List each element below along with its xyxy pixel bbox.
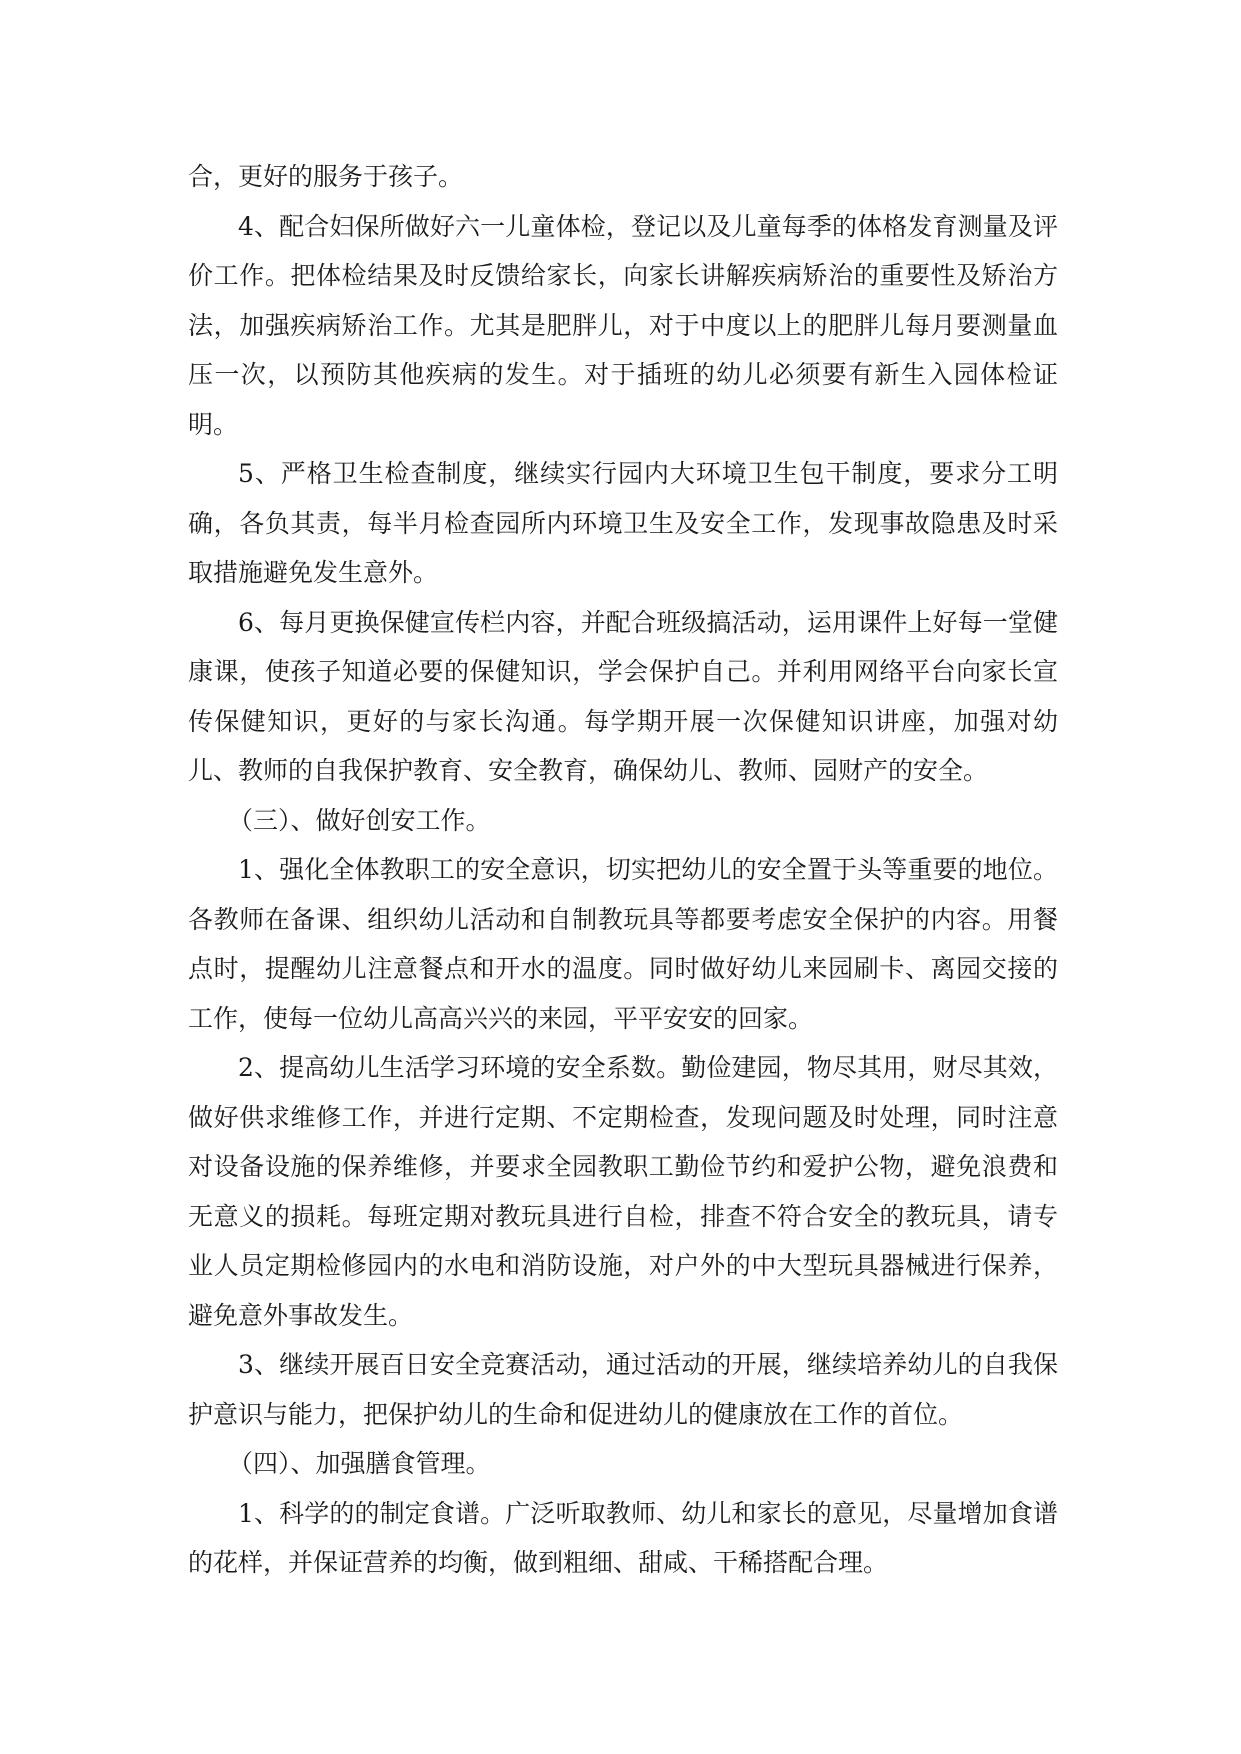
- paragraph-safety-item-3: 3、继续开展百日安全竞赛活动，通过活动的开展，继续培养幼儿的自我保护意识与能力，把保护幼儿的生命和促进幼儿的健康放在工作的首位。: [188, 1350, 1058, 1429]
- paragraph-diet-item-1: 1、科学的的制定食谱。广泛听取教师、幼儿和家长的意见，尽量增加食谱的花样，并保证营养的均衡，做到粗细、甜咸、干稀搭配合理。: [188, 1498, 1058, 1577]
- document-body: [188, 152, 1058, 1588]
- paragraph-item-5-hygiene-inspection: 5、严格卫生检查制度，继续实行园内大环境卫生包干制度，要求分工明确，各负其责，每半月检查园所内环境卫生及安全工作，发现事故隐患及时采取措施避免发生意外。: [188, 459, 1058, 587]
- paragraph-item-6-health-promotion: 6、每月更换保健宣传栏内容，并配合班级搞活动，运用课件上好每一堂健康课，使孩子知道必要的保健知识，学会保护自己。并利用网络平台向家长宣传保健知识，更好的与家长沟通。每学期开展一次保健知识讲座，加强对幼儿、教师的自我保护教育、安全教育，确保幼儿、教师、园财产的安全。: [188, 607, 1058, 785]
- paragraph-item-4-physical-exam: 4、配合妇保所做好六一儿童体检，登记以及儿童每季的体格发育测量及评价工作。把体检结果及时反馈给家长，向家长讲解疾病矫治的重要性及矫治方法，加强疾病矫治工作。尤其是肥胖儿，对于中度以上的肥胖儿每月要测量血压一次，以预防其他疾病的发生。对于插班的幼儿必须要有新生入园体检证明。: [188, 211, 1058, 439]
- paragraph-safety-item-2: 2、提高幼儿生活学习环境的安全系数。勤俭建园，物尽其用，财尽其效，做好供求维修工作，并进行定期、不定期检查，发现问题及时处理，同时注意对设备设施的保养维修，并要求全园教职工勤俭节约和爱护公物，避免浪费和无意义的损耗。每班定期对教玩具进行自检，排查不符合安全的教玩具，请专业人员定期检修园内的水电和消防设施，对户外的中大型玩具器械进行保养，避免意外事故发生。: [188, 1053, 1058, 1330]
- paragraph-continuation: 合，更好的服务于孩子。: [188, 162, 464, 191]
- section-heading-safety: （三）、做好创安工作。: [228, 805, 491, 835]
- section-heading-diet: （四）、加强膳食管理。: [228, 1449, 491, 1478]
- paragraph-safety-item-1: 1、强化全体教职工的安全意识，切实把幼儿的安全置于头等重要的地位。各教师在备课、组织幼儿活动和自制教玩具等都要考虑安全保护的内容。用餐点时，提醒幼儿注意餐点和开水的温度。同时做好幼儿来园刷卡、离园交接的工作，使每一位幼儿高高兴兴的来园，平平安安的回家。: [188, 855, 1058, 1033]
